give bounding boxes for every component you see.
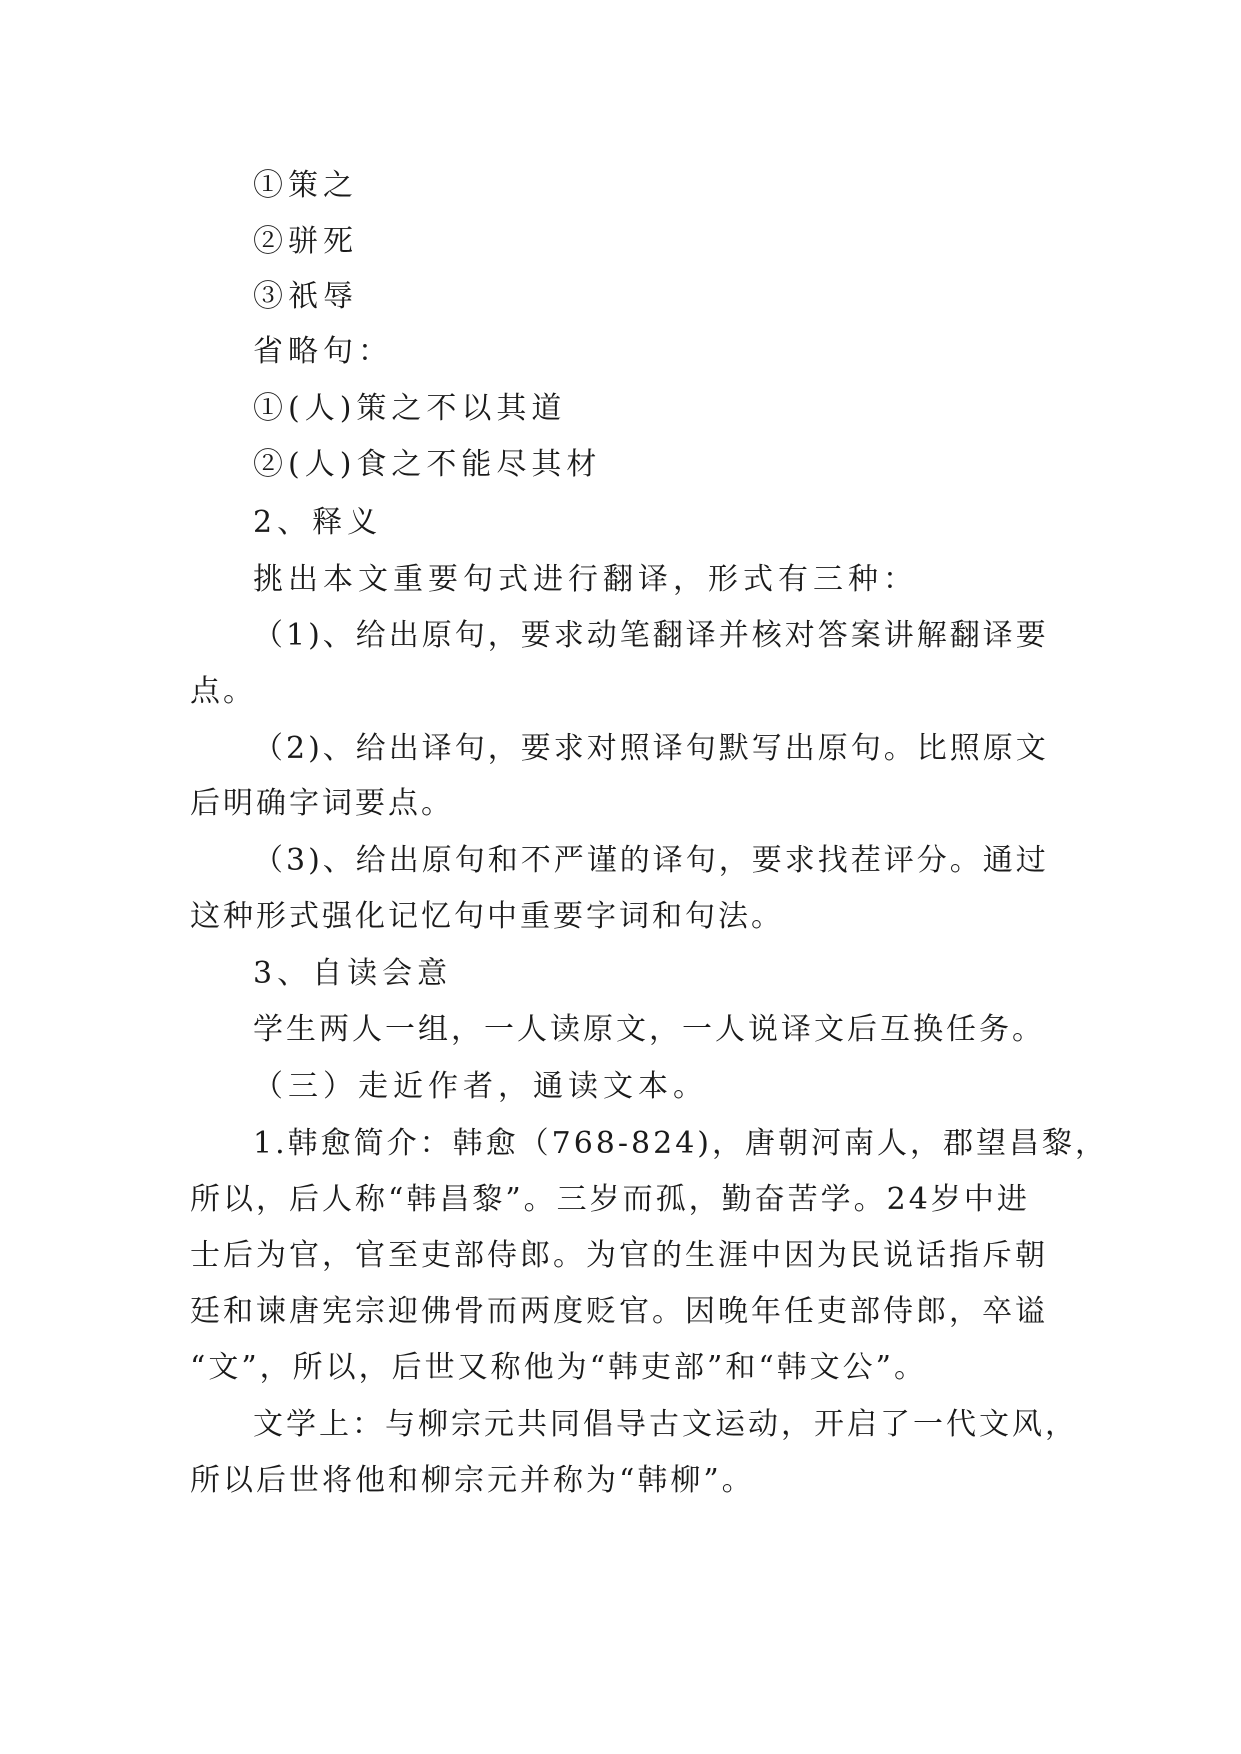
text-line: 廷和谏唐宪宗迎佛骨而两度贬官。因晚年任吏部侍郎，卒谥 <box>190 1294 1048 1329</box>
text-line: 所以，后人称“韩昌黎”。三岁而孤，勤奋苦学。24岁中进 <box>190 1182 1030 1217</box>
text-line: 士后为官，官至吏部侍郎。为官的生涯中因为民说话指斥朝 <box>190 1238 1048 1273</box>
text-line: （1)、给出原句，要求动笔翻译并核对答案讲解翻译要 <box>253 618 1049 653</box>
text-line: ②(人)食之不能尽其材 <box>253 447 602 482</box>
text-line: “文”，所以，后世又称他为“韩吏部”和“韩文公”。 <box>190 1350 928 1385</box>
section-heading: 3、自读会意 <box>253 956 453 991</box>
text-line: ②骈死 <box>253 224 358 259</box>
text-line: ①策之 <box>253 168 358 203</box>
text-line: 省略句： <box>253 334 393 369</box>
text-line: 文学上：与柳宗元共同倡导古文运动，开启了一代文风， <box>253 1407 1078 1442</box>
section-heading: （三）走近作者，通读文本。 <box>253 1069 708 1104</box>
text-line: 后明确字词要点。 <box>190 786 454 821</box>
section-heading: 2、释义 <box>253 505 383 540</box>
text-line: 1.韩愈简介：韩愈（768-824)，唐朝河南人，郡望昌黎， <box>253 1126 1108 1161</box>
text-line: 所以后世将他和柳宗元并称为“韩柳”。 <box>190 1463 755 1498</box>
text-line: （3)、给出原句和不严谨的译句，要求找茬评分。通过 <box>253 843 1049 878</box>
text-line: 这种形式强化记忆句中重要字词和句法。 <box>190 899 784 934</box>
text-line: （2)、给出译句，要求对照译句默写出原句。比照原文 <box>253 731 1049 766</box>
text-line: 点。 <box>190 674 256 709</box>
text-line: 学生两人一组，一人读原文，一人说译文后互换任务。 <box>253 1012 1045 1047</box>
text-line: ①(人)策之不以其道 <box>253 391 567 426</box>
text-line: ③祇辱 <box>253 279 358 314</box>
text-line: 挑出本文重要句式进行翻译，形式有三种： <box>253 562 918 597</box>
